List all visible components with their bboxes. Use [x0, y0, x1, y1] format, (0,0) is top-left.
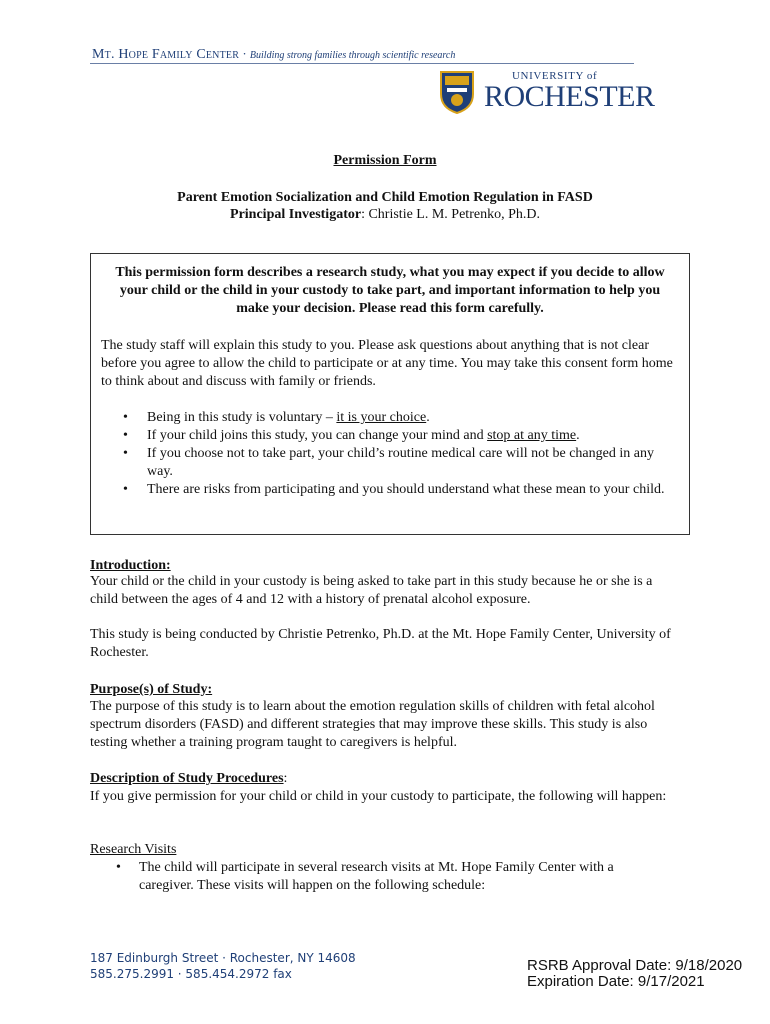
address-line-1: 187 Edinburgh Street · Rochester, NY 14608 [90, 951, 356, 965]
org-tagline: Building strong families through scientific research [249, 50, 456, 61]
bullet-icon: • [123, 482, 128, 497]
bullet-text: There are risks from participating and you should understand what these mean to your child. [147, 482, 665, 497]
header-rule [90, 63, 634, 64]
rsrb-approval-date: RSRB Approval Date: 9/18/2020 [527, 957, 743, 974]
conducted-by-paragraph: This study is being conducted by Christie Petrenko, Ph.D. at the Mt. Hope Family Center, University of Rochester. [90, 627, 671, 660]
rsrb-dates [527, 958, 742, 990]
summary-paragraph: The study staff will explain this study to you. Please ask questions about anything that is not clear before you agree to allow the child to participate or at any time. You may take this consent form home to think about and discuss with family or friends. [101, 338, 673, 389]
bullet-emphasis: stop at any time [487, 428, 577, 443]
address-line-2: 585.275.2991 · 585.454.2972 fax [90, 967, 292, 981]
rsrb-expiration-date: Expiration Date: 9/17/2021 [527, 973, 705, 990]
university-label-small: UNIVERSITY of [512, 70, 598, 82]
description-colon: : [283, 771, 288, 786]
summary-bullet [101, 445, 681, 481]
principal-investigator [60, 207, 710, 223]
introduction-heading: Introduction: [90, 558, 171, 573]
bullet-icon: • [116, 860, 121, 875]
form-title: Permission Form [333, 153, 437, 168]
research-visits-text: The child will participate in several research visits at Mt. Hope Family Center with a caregiver. These visits will happen on the following schedule: [139, 860, 614, 893]
summary-bullet [101, 409, 681, 427]
bullet-icon: • [123, 446, 128, 461]
university-seal-icon [438, 68, 476, 114]
summary-bullet [101, 481, 681, 499]
summary-bullet [101, 427, 681, 445]
org-name: Mt. Hope Family Center [92, 47, 240, 62]
description-heading-line [90, 770, 680, 788]
bullet-icon: • [123, 410, 128, 425]
bullet-text: If your child joins this study, you can change your mind and [147, 428, 488, 443]
footer-address [90, 950, 356, 982]
bullet-text-end: . [426, 410, 430, 425]
bullet-text-end: . [576, 428, 580, 443]
bullet-text: Being in this study is voluntary – [147, 410, 337, 425]
pi-label: Principal Investigator [230, 207, 362, 222]
introduction-paragraph: Your child or the child in your custody is being asked to take part in this study because he or she is a child between the ages of 4 and 12 with a history of prenatal alcohol exposure. [90, 574, 653, 607]
pi-name: : Christie L. M. Petrenko, Ph.D. [361, 207, 540, 222]
study-title: Parent Emotion Socialization and Child Emotion Regulation in FASD [177, 190, 593, 205]
purpose-heading: Purpose(s) of Study: [90, 682, 213, 697]
header-separator: · [239, 46, 250, 61]
description-paragraph: If you give permission for your child or child in your custody to participate, the following will happen: [90, 789, 667, 804]
summary-box [90, 253, 690, 535]
letterhead [92, 46, 455, 63]
bullet-text: If you choose not to take part, your child’s routine medical care will not be changed in any way. [147, 446, 654, 479]
bullet-emphasis: it is your choice [336, 410, 427, 425]
description-heading: Description of Study Procedures [90, 771, 284, 786]
purpose-paragraph: The purpose of this study is to learn about the emotion regulation skills of children with fetal alcohol spectrum disorders (FASD) and different strategies that may improve these skills. This study is also testing whether a training program taught to caregivers is helpful. [90, 699, 655, 750]
research-visits-heading: Research Visits [90, 842, 177, 857]
university-logo [438, 68, 655, 114]
university-label-big: ROCHESTER [484, 80, 655, 113]
summary-bullets [101, 409, 681, 499]
summary-intro: This permission form describes a research study, what you may expect if you decide to allow your child or the child in your custody to take part, and important information to help you make your decision. Please read this form carefully. [115, 265, 665, 316]
bullet-icon: • [123, 428, 128, 443]
